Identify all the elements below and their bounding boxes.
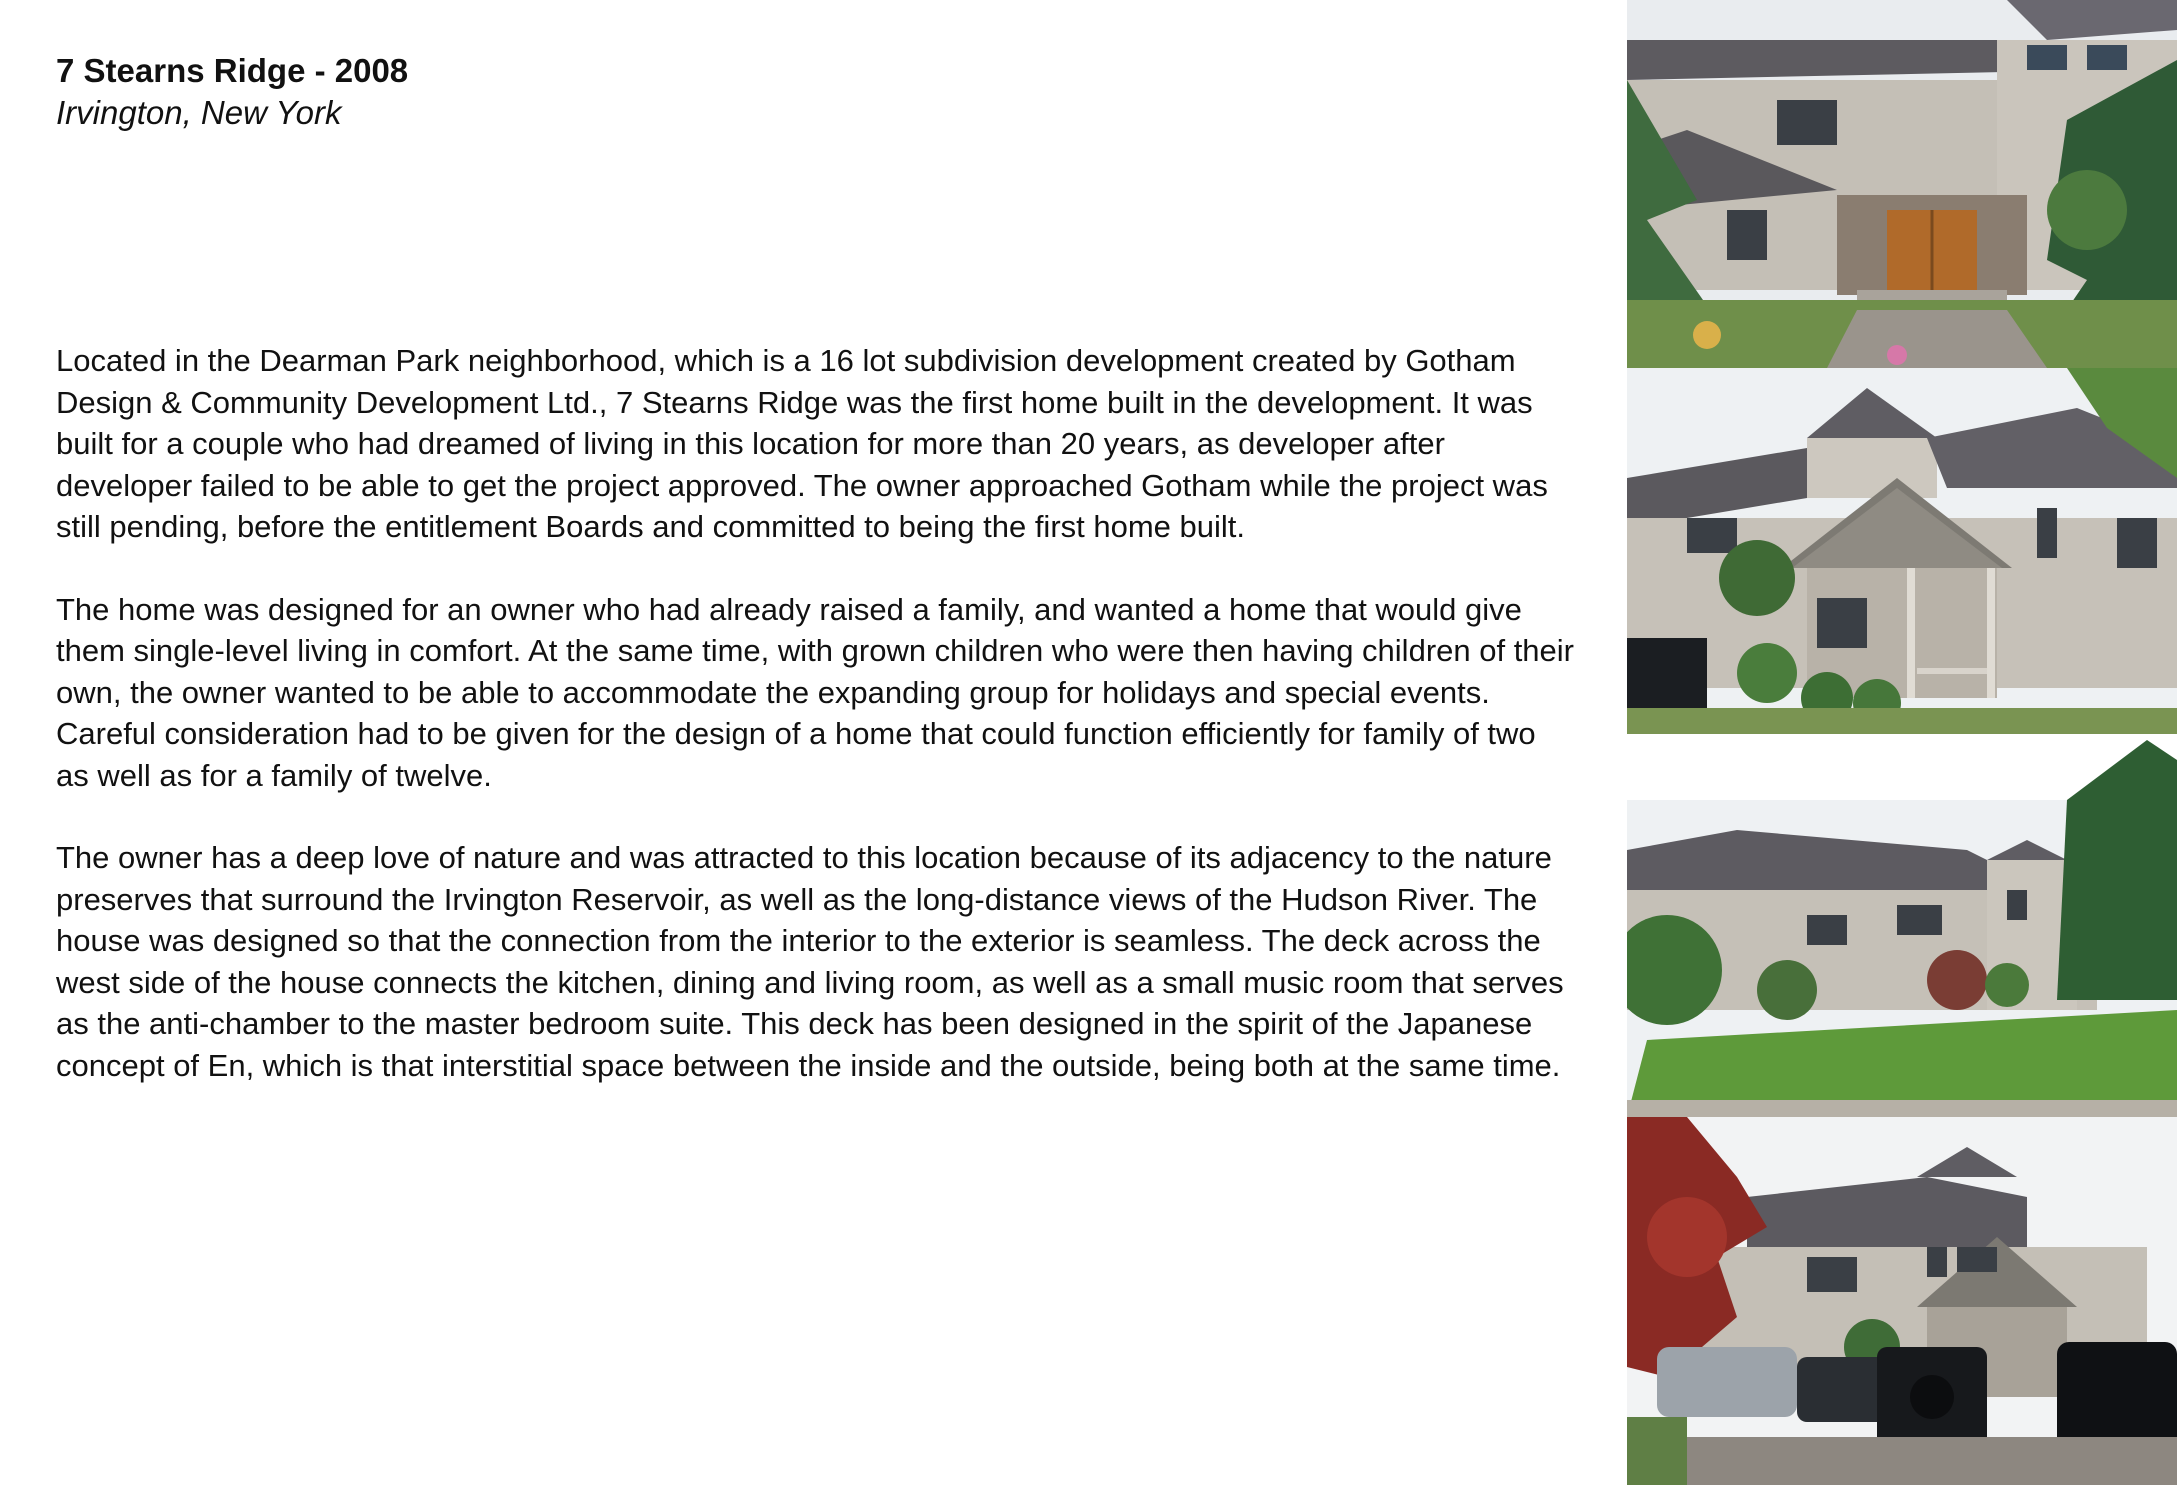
title-block xyxy=(56,50,1556,134)
paragraph-3: The owner has a deep love of nature and was attracted to this location because of its adjacency to the nature preserves that surround the Irvington Reservoir, as well as the long-distance views of the Hudson River. The house was designed so that the connection from the interior to the exterior is seamless. The deck across the west side of the house connects the kitchen, dining and living room, as well as a small music room that serves as the anti-chamber to the master bedroom suite. This deck has been designed in the spirit of the Japanese concept of En, which is that interstitial space between the inside and the outside, being both at the same time. xyxy=(56,840,1564,1083)
paragraph-1: Located in the Dearman Park neighborhood, which is a 16 lot subdivision development created by Gotham Design & Community Development Ltd., 7 Stearns Ridge was the first home built in the development. It was built for a couple who had dreamed of living in this location for more than 20 years, as developer after developer failed to be able to get the project approved. The owner approached Gotham while the project was still pending, before the entitlement Boards and committed to being the first home built. xyxy=(56,343,1548,544)
house-front-entrance-photo xyxy=(1627,0,2177,368)
photo-column xyxy=(1627,0,2177,1485)
page-title: 7 Stearns Ridge - 2008 xyxy=(56,52,409,89)
house-driveway-cars-photo xyxy=(1627,1117,2177,1485)
paragraph-2: The home was designed for an owner who had already raised a family, and wanted a home that would give them single-level living in comfort. At the same time, with grown children who were then having children of their own, the owner wanted to be able to accommodate the expanding group for holidays and special events. Careful consideration had to be given for the design of a home that could function efficiently for family of two as well as for a family of twelve. xyxy=(56,591,1575,793)
house-lawn-view-photo xyxy=(1627,740,2177,1117)
description xyxy=(56,340,1576,1127)
page-subtitle: Irvington, New York xyxy=(56,94,342,131)
house-side-porch-photo xyxy=(1627,368,2177,734)
